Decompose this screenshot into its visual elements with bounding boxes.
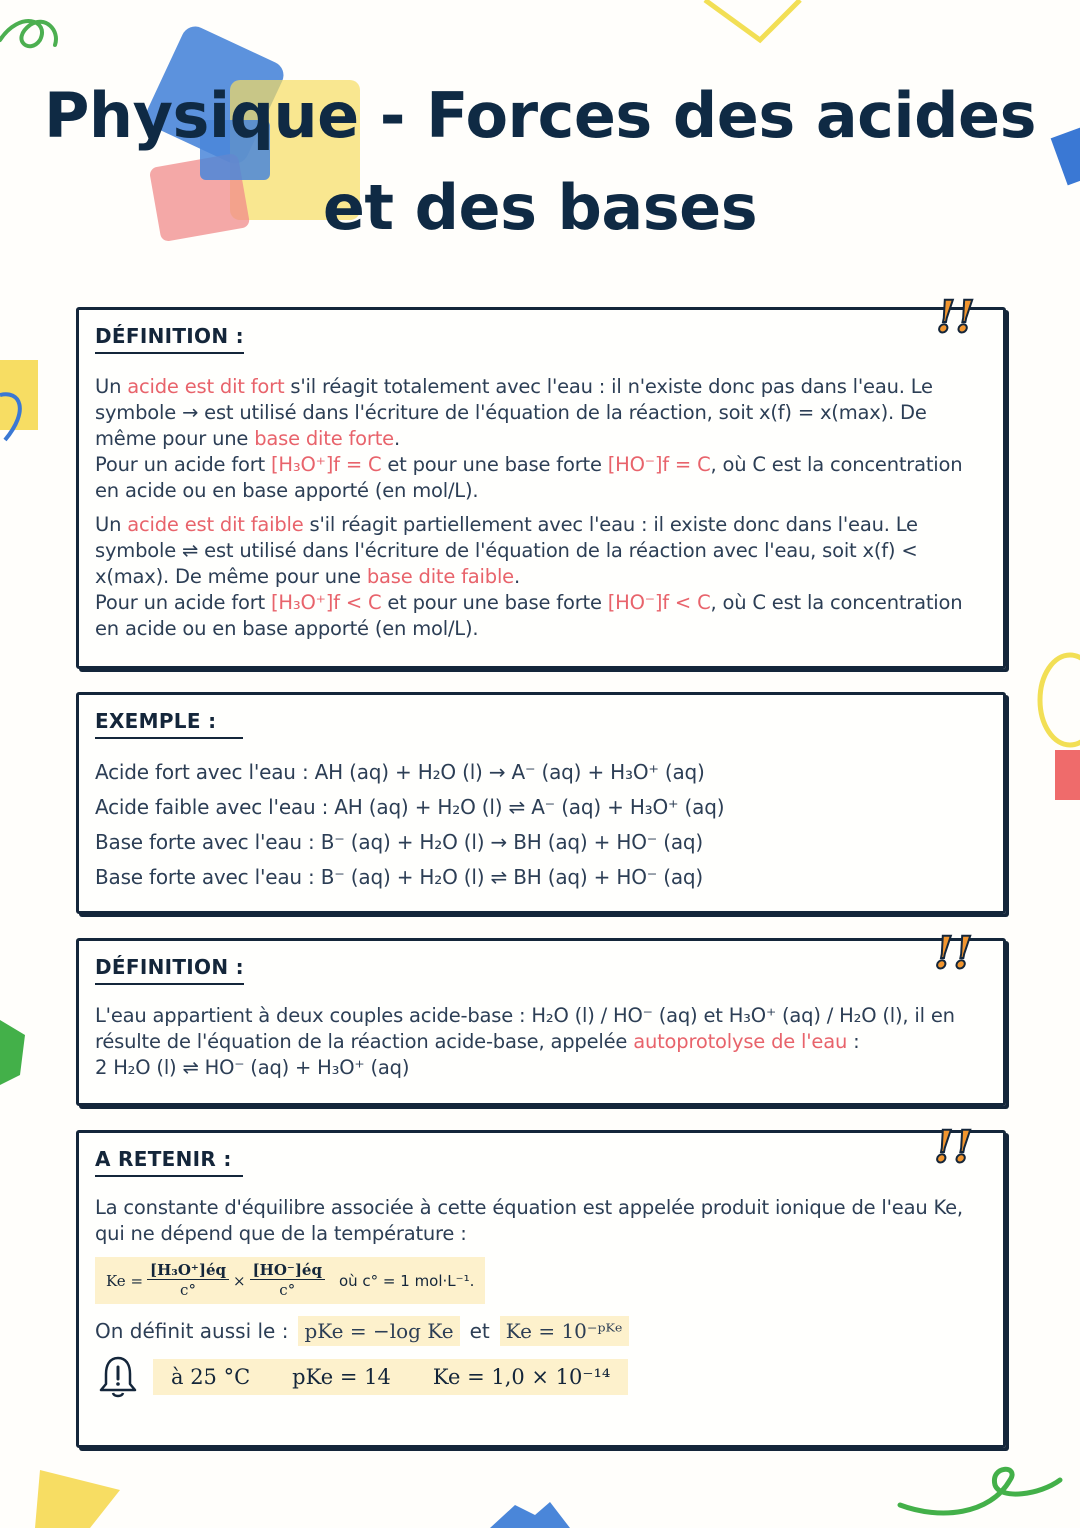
- values-row: [95, 1354, 987, 1400]
- svg-text:!!: !!: [936, 292, 975, 342]
- example-title: EXEMPLE :: [95, 709, 243, 739]
- definition-autoprotolysis: L'eau appartient à deux couples acide-base : H₂O (l) / HO⁻ (aq) et H₃O⁺ (aq) / H₂O (l), il en résulte de l'équation de la réaction acide-base, appelée autoprotolyse de l'eau : 2 H₂O (l) ⇌ HO⁻ (aq) + H₃O⁺ (aq): [95, 1004, 955, 1079]
- example-line: Acide fort avec l'eau : AH (aq) + H₂O (l) → A⁻ (aq) + H₃O⁺ (aq): [95, 760, 705, 784]
- exclamation-mark-icon: [928, 1112, 998, 1172]
- exclamation-mark-icon: [928, 918, 998, 978]
- definition-title: DÉFINITION :: [95, 955, 244, 985]
- definition-strong-acid: Un acide est dit fort s'il réagit totalement avec l'eau : il n'existe donc pas dans l'eau. Le symbole → est utilisé dans l'écriture de l'équation de la réaction, soit x(f) = x(max). De même pour une base dite forte. Pour un acide fort [H₃O⁺]f = C et pour une base forte [HO⁻]f = C, où C est la concentration en acide ou en base apporté (en mol/L).: [95, 375, 963, 502]
- exclamation-mark-icon: [930, 282, 1000, 342]
- fraction-denominator: c°: [180, 1281, 196, 1299]
- blue-bottom-shape: [490, 1502, 570, 1528]
- fraction-numerator: [HO⁻]éq: [250, 1261, 325, 1280]
- ke-formula: [95, 1257, 485, 1304]
- definition-weak-acid: Un acide est dit faible s'il réagit partiellement avec l'eau : il existe donc dans l'eau. Le symbole ⇌ est utilisé dans l'écriture de l'équation de la réaction avec l'eau, soit x(f) < x(max). De même pour une base dite faible. Pour un acide fort [H₃O⁺]f < C et pour une base forte [HO⁻]f < C, où C est la concentration en acide ou en base apporté (en mol/L).: [95, 513, 963, 640]
- example-line: Base forte avec l'eau : B⁻ (aq) + H₂O (l) ⇌ BH (aq) + HO⁻ (aq): [95, 865, 704, 889]
- definition-title: DÉFINITION :: [95, 324, 244, 354]
- swirl-doodle: [0, 21, 56, 46]
- green-bottom-doodle: [900, 1469, 1060, 1513]
- ke-value: Ke = 1,0 × 10⁻¹⁴: [432, 1365, 611, 1389]
- example-line: Acide faible avec l'eau : AH (aq) + H₂O (l) ⇌ A⁻ (aq) + H₃O⁺ (aq): [95, 795, 725, 819]
- yellow-ring: [1040, 655, 1080, 745]
- yellow-triangle-doodle: [705, 0, 800, 40]
- green-left-shape: [0, 1020, 25, 1085]
- example-line: Base forte avec l'eau : B⁻ (aq) + H₂O (l) → BH (aq) + HO⁻ (aq): [95, 830, 704, 854]
- and-word: et: [469, 1319, 490, 1343]
- warning-bell-icon: [95, 1354, 141, 1400]
- fraction-denominator: c°: [279, 1281, 296, 1299]
- definition-box-2: [76, 938, 1006, 1106]
- example-box: [76, 692, 1006, 914]
- times-sign: ×: [232, 1271, 246, 1290]
- fraction-numerator: [H₃O⁺]éq: [147, 1261, 229, 1280]
- retain-box: [76, 1130, 1006, 1448]
- ke-lhs: Ke =: [106, 1271, 144, 1290]
- pke-definition-row: [95, 1316, 987, 1346]
- red-right-shape: [1055, 750, 1080, 800]
- autoprotolysis-equation: 2 H₂O (l) ⇌ HO⁻ (aq) + H₃O⁺ (aq): [95, 1056, 410, 1079]
- svg-text:!!: !!: [934, 1122, 973, 1172]
- definition-box-1: [76, 307, 1006, 669]
- title-line-1: Physique - Forces des acides: [43, 79, 1037, 152]
- pke-value: pKe = 14: [292, 1365, 391, 1389]
- yellow-bottom-shape: [35, 1470, 120, 1528]
- temperature-label: à 25 °C: [171, 1365, 251, 1389]
- define-label: On définit aussi le :: [95, 1319, 289, 1343]
- svg-text:!!: !!: [934, 928, 973, 978]
- retain-title: A RETENIR :: [95, 1147, 243, 1177]
- title-line-2: et des bases: [322, 171, 758, 244]
- page-title: [0, 70, 1080, 254]
- standard-concentration: où c° = 1 mol·L⁻¹.: [338, 1271, 475, 1290]
- retain-text: La constante d'équilibre associée à cette équation est appelée produit ionique de l'eau Ke, qui ne dépend que de la température :: [95, 1196, 963, 1245]
- ke-power-formula: Ke = 10⁻ᵖᴷᵉ: [500, 1316, 629, 1346]
- pke-formula: pKe = −log Ke: [298, 1316, 459, 1346]
